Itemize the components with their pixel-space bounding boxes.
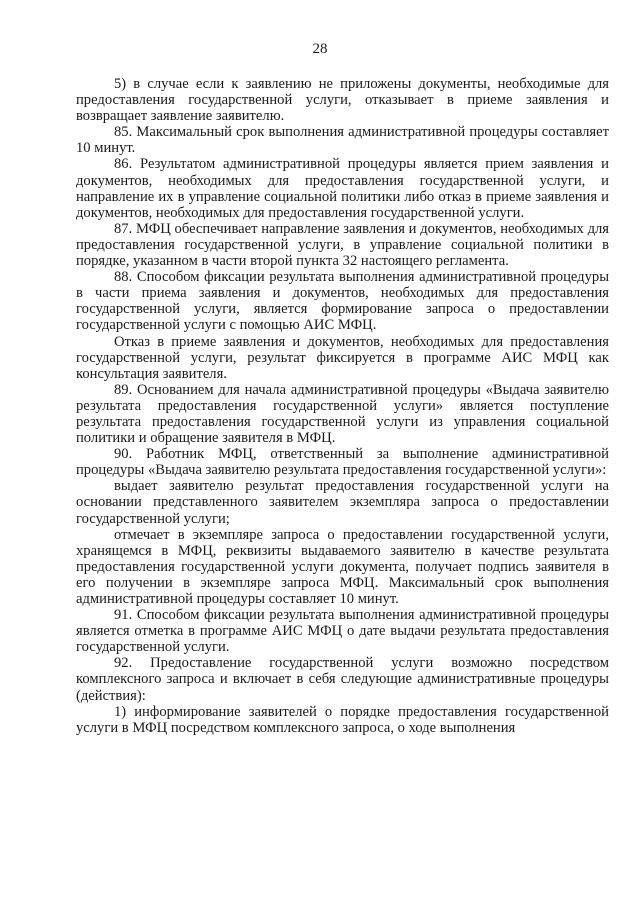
paragraph-88-refusal: Отказ в приеме заявления и документов, необходимых для предоставления государственной услуги, результат фиксируется в программе АИС МФЦ как консультация заявителя. bbox=[76, 333, 609, 382]
document-body bbox=[76, 76, 609, 736]
paragraph-90-record: отмечает в экземпляре запроса о предоставлении государственной услуги, хранящемся в МФЦ, реквизиты выдаваемого заявителю в качестве результата предоставления государственной услуги документа, получает подпись заявителя в его получении в экземпляре запроса МФЦ. Максимальный срок выполнения административной процедуры составляет 10 минут. bbox=[76, 526, 609, 607]
paragraph-91: 91. Способом фиксации результата выполнения административной процедуры является отметка в программе АИС МФЦ о дате выдачи результата предоставления государственной услуги. bbox=[76, 607, 609, 656]
paragraph-92: 92. Предоставление государственной услуги возможно посредством комплексного запроса и включает в себя следующие административные процедуры (действия): bbox=[76, 655, 609, 704]
paragraph-86: 86. Результатом административной процедуры является прием заявления и документов, необходимых для предоставления государственной услуги, и направление их в управление социальной политики либо отказ в приеме заявления и документов, необходимых для предоставления государственной услуги. bbox=[76, 156, 609, 221]
paragraph-87: 87. МФЦ обеспечивает направление заявления и документов, необходимых для предоставления государственной услуги, в управление социальной политики в порядке, указанном в части второй пункта 32 настоящего регламента. bbox=[76, 220, 609, 270]
paragraph-90: 90. Работник МФЦ, ответственный за выполнение административной процедуры «Выдача заявителю результата предоставления государственной услуги»: bbox=[76, 446, 609, 479]
page-number: 28 bbox=[312, 41, 328, 57]
paragraph-90-issue: выдает заявителю результат предоставления государственной услуги на основании представленного заявителем экземпляра запроса о предоставлении государственной услуги; bbox=[76, 478, 609, 527]
paragraph-92-item-1: 1) информирование заявителей о порядке предоставления государственной услуги в МФЦ посредством комплексного запроса, о ходе выполнения bbox=[76, 703, 609, 736]
paragraph-85: 85. Максимальный срок выполнения административной процедуры составляет 10 минут. bbox=[76, 124, 609, 157]
paragraph-88: 88. Способом фиксации результата выполнения административной процедуры в части приема заявления и документов, необходимых для предоставления государственной услуги, является формирование запроса о предоставлении государственной услуги с помощью АИС МФЦ. bbox=[76, 269, 609, 334]
paragraph-89: 89. Основанием для начала административной процедуры «Выдача заявителю результата предоставления государственной услуги» является поступление результата предоставления государственной услуги из управления социальной политики и обращение заявителя в МФЦ. bbox=[76, 381, 609, 447]
paragraph-item-5: 5) в случае если к заявлению не приложены документы, необходимые для предоставления государственной услуги, отказывает в приеме заявления и возвращает заявление заявителю. bbox=[76, 76, 609, 125]
